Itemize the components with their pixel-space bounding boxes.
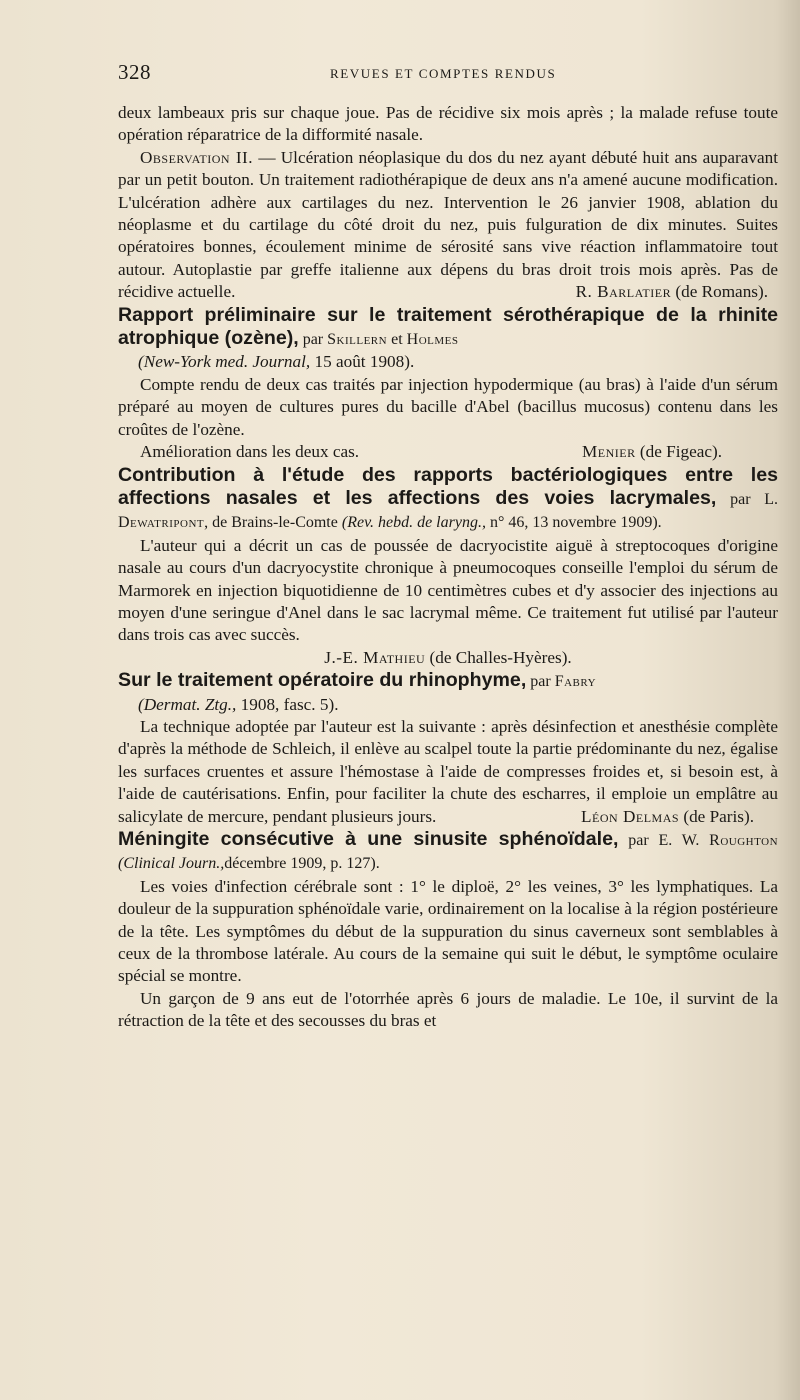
signature-name: J.-E. Mathieu xyxy=(324,647,426,667)
article-4-text: Les voies d'infection cérébrale sont : 1° le diploë, 2° les veines, 3° les lymphatiques. La douleur de la suppuration sphénoïdale varie, ordinairement on la localise à la région postérieure de la tête. Les symptômes du début de la suppuration du sinus caverneux sont semblables à ceux de la thrombose latérale. Au cours de la semaine qui suit le début, le symptôme oculaire spécial se montre. xyxy=(118,876,778,986)
signature-2 xyxy=(560,441,778,463)
ref-date: n° 46, 13 novembre 1909). xyxy=(485,514,662,532)
observation-label: Observation II. xyxy=(140,147,254,167)
article-4-heading: Méningite consécutive à une sinusite sphénoïdale, par E. W. Roughton (Clinical Journ.,décembre 1909, p. 127). xyxy=(118,828,779,873)
ref-date: décembre 1909, p. 127). xyxy=(224,855,380,873)
author: Holmes xyxy=(406,331,459,349)
signature-place: (de Romans). xyxy=(671,282,768,302)
signature-place: (de Figeac). xyxy=(635,442,722,462)
article-3-reference xyxy=(118,694,778,716)
author: Dewatripont xyxy=(118,514,205,532)
journal-ref: (Rev. hebd. de laryng., xyxy=(341,514,486,532)
journal-ref: (Dermat. Ztg., xyxy=(138,694,237,714)
author: Skillern xyxy=(327,331,388,349)
ref-date: 15 août 1908). xyxy=(310,352,415,372)
article-title: Méningite consécutive à une sinusite sphénoïdale, xyxy=(118,828,619,850)
journal-ref: (Clinical Journ., xyxy=(118,855,225,873)
article-3-text: La technique adoptée par l'auteur est la suivante : après désinfection et anesthésie complète d'après la méthode de Schleich, il enlève au scalpel toute la partie prédominante du nez, égalise les surfaces cruentes et assure l'hémostase à l'aide de compresses froides et, si besoin est, à l'aide de cautérisations. Enfin, pour faciliter la chute des escharres, il emploie un emplâtre au salicylate de mercure, pendant plusieurs jours. Léon Delmas (de Paris). xyxy=(118,716,778,828)
observation-text: — Ulcération néoplasique du dos du nez ayant débuté huit ans auparavant par un petit bouton. Un traitement radiothérapique de deux ans n'a amené aucune modification. L'ulcération adhère aux cartilages du nez. Intervention le 26 janvier 1908, ablation du néoplasme et du cartilage du côté droit du nez, puis fulguration de dix minutes. Suites opératoires bonnes, écoulement minime de sérosité sans vive réaction inflammatoire tout autour. Autoplastie par greffe italienne aux dépens du bras droit trois mois après. Pas de récidive actuelle. xyxy=(118,147,778,302)
author: Roughton xyxy=(709,832,779,849)
article-1-heading: Rapport préliminaire sur le traitement sérothérapique de la rhinite atrophique (ozène), par Skillern et Holmes xyxy=(118,303,778,350)
observation-2 xyxy=(118,147,778,304)
signature-place: (de Challes-Hyères). xyxy=(425,647,572,667)
signature-place: (de Paris). xyxy=(679,806,754,826)
article-1-text: Compte rendu de deux cas traités par injection hypodermique (au bras) à l'aide d'un sérum préparé au moyen de cultures pures du bacille d'Abel (bacillus mucosus) contenu dans les croûtes de l'ozène. xyxy=(118,374,778,439)
author: Fabry xyxy=(554,673,597,691)
running-title: REVUES ET COMPTES RENDUS xyxy=(330,66,557,81)
ref-date: 1908, fasc. 5). xyxy=(236,694,339,714)
signature-1 xyxy=(554,281,778,303)
article-1-reference xyxy=(118,351,778,373)
article-2-heading: Contribution à l'étude des rapports bactériologiques entre les affections nasales et les affections des voies lacrymales, par L. Dewatripont, de Brains-le-Comte (Rev. hebd. de laryng., n° 46, 13 novembre 1909). xyxy=(118,463,779,532)
page-header xyxy=(118,60,780,90)
article-title: Rapport préliminaire sur le traitement sérothérapique de la rhinite atrophique (ozène), xyxy=(118,303,778,350)
article-title: Sur le traitement opératoire du rhinophyme, xyxy=(118,669,527,692)
signature-name: R. Barlatier xyxy=(575,282,672,302)
article-2-text: L'auteur qui a décrit un cas de poussée de dacryocistite aiguë à streptocoques d'origine nasale au cours d'un dacryocystite chronique à pneumocoques conseille l'emploi du sérum de Marmorek en injection biquotidienne de 10 centimètres cubes et d'y associer des injections au moyen d'une seringue d'Anel dans le sac lacrymal même. Ce traitement fut utilisé par l'auteur dans trois cas avec succès. xyxy=(118,535,778,645)
signature-name: Léon Delmas xyxy=(581,806,680,826)
page-number: 328 xyxy=(118,60,151,84)
paragraph-continuation: deux lambeaux pris sur chaque joue. Pas de récidive six mois après ; la malade refuse toute opération réparatrice de la difformité nasale. xyxy=(118,103,778,145)
journal-ref: (New-York med. Journal, xyxy=(138,352,311,372)
signature-name: Menier xyxy=(582,442,636,462)
article-4-case: Un garçon de 9 ans eut de l'otorrhée après 6 jours de maladie. Le 10e, il survint de la rétraction de la tête et des secousses du bras et xyxy=(118,988,778,1031)
article-title: Contribution à l'étude des rapports bactériologiques entre les affections nasales et les affections des voies lacrymales, xyxy=(118,463,778,509)
article-1-conclusion: Amélioration dans les deux cas. Menier (de Figeac). xyxy=(118,441,778,463)
body-text xyxy=(118,102,778,1033)
signature-3 xyxy=(118,647,778,669)
signature-4 xyxy=(559,806,778,828)
article-3-heading: Sur le traitement opératoire du rhinophyme, par Fabry xyxy=(118,669,597,692)
